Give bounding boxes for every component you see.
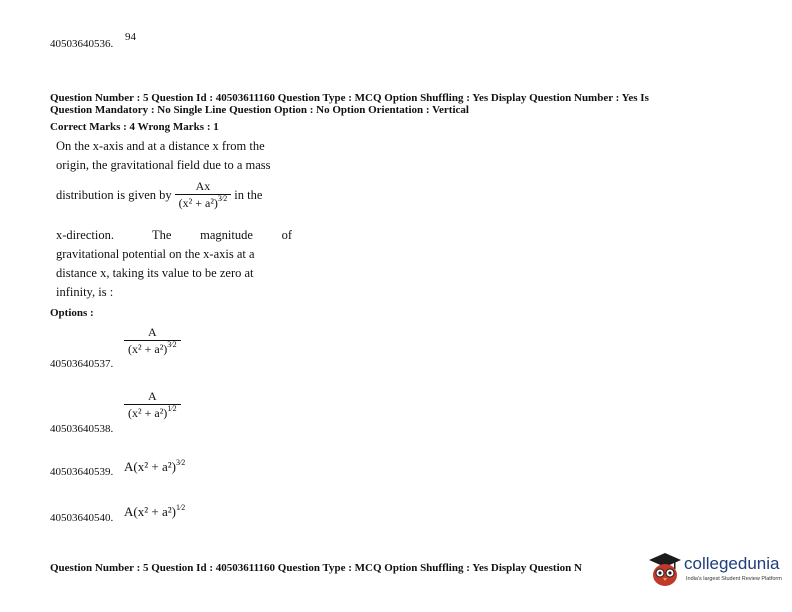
next-question-meta: Question Number : 5 Question Id : 40503611160 Question Type : MCQ Option Shuffling : Yes Display Question N — [50, 562, 582, 574]
option-2[interactable] — [124, 390, 181, 420]
question-meta-line-2: Question Mandatory : No Single Line Question Option : No Option Orientation : Vertical — [50, 104, 469, 116]
field-exponent: 3⁄2 — [217, 194, 228, 203]
option-1-numerator: A — [147, 325, 157, 339]
option-3[interactable] — [124, 459, 185, 475]
field-denominator: $(x^2 + a^2)^{3⁄2}$ — [175, 194, 232, 210]
question-text-line-3 — [56, 180, 262, 210]
option-1-exponent: 3⁄2 — [167, 340, 177, 349]
question-meta-line-1: Question Number : 5 Question Id : 40503611160 Question Type : MCQ Option Shuffling : Yes Display Question Number : Yes Is — [50, 92, 649, 104]
line-3-prefix: distribution is given by — [56, 187, 172, 202]
question-text-line-1: On the x-axis and at a distance x from the — [56, 139, 265, 153]
question-text-line-7: infinity, is : — [56, 285, 114, 299]
question-text-line-4: x-direction. The magnitude of — [56, 228, 292, 242]
question-text-line-6: distance x, taking its value to be zero at — [56, 266, 254, 280]
page-number: 94 — [125, 31, 136, 43]
footer-fade — [610, 555, 650, 575]
option-4-exponent: 1⁄2 — [175, 503, 186, 512]
option-2-denominator: $(x^2 + a^2)^{1⁄2}$ — [124, 404, 181, 420]
options-label: Options : — [50, 307, 94, 319]
option-4-expression: A(x² + a²) — [124, 504, 176, 519]
graduate-owl-icon — [648, 551, 682, 587]
option-1[interactable] — [124, 326, 181, 356]
option-3-expression: A(x² + a²) — [124, 459, 176, 474]
collegedunia-logo[interactable] — [648, 551, 788, 591]
option-2-fraction — [124, 390, 181, 420]
question-text-line-5: gravitational potential on the x-axis at a — [56, 247, 255, 261]
option-2-exponent: 1⁄2 — [167, 404, 177, 413]
line-3-suffix: in the — [234, 187, 263, 202]
option-3-exponent: 3⁄2 — [175, 458, 186, 467]
field-fraction — [175, 180, 232, 210]
option-2-numerator: A — [147, 389, 157, 403]
marks-line: Correct Marks : 4 Wrong Marks : 1 — [50, 121, 219, 133]
option-2-id: 40503640538. — [50, 423, 114, 435]
option-4-id: 40503640540. — [50, 512, 114, 524]
option-1-denominator: $(x^2 + a^2)^{3⁄2}$ — [124, 340, 181, 356]
brand-name: collegedunia — [684, 554, 780, 573]
option-1-fraction — [124, 326, 181, 356]
brand-tagline: India's largest Student Review Platform — [686, 576, 782, 582]
previous-option-id: 40503640536. — [50, 38, 114, 50]
option-4[interactable] — [124, 504, 185, 520]
field-numerator: Ax — [195, 179, 211, 193]
option-1-id: 40503640537. — [50, 358, 114, 370]
option-3-id: 40503640539. — [50, 466, 114, 478]
question-text-line-2: origin, the gravitational field due to a mass — [56, 158, 271, 172]
